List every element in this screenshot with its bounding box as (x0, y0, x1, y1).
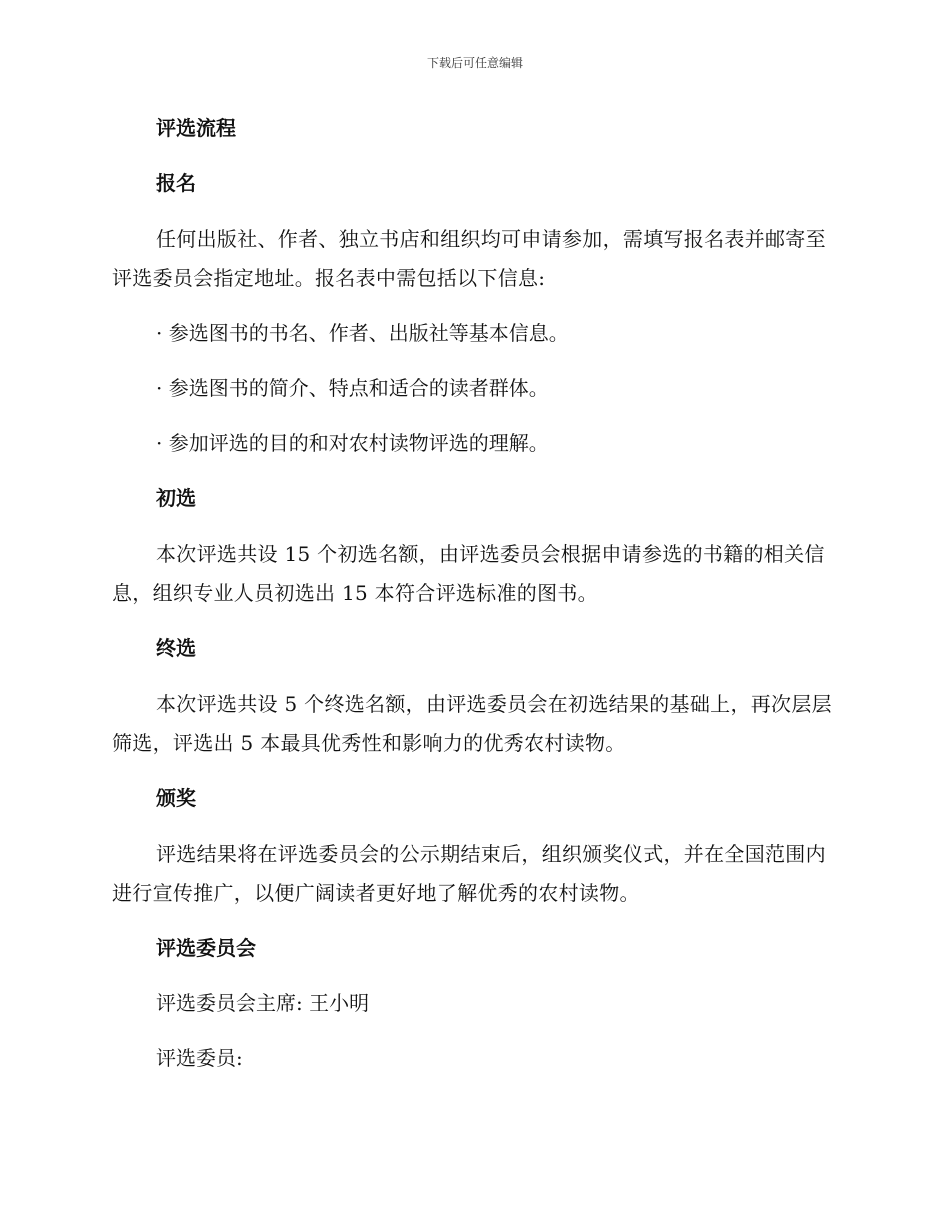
heading-preliminary: 初选 (156, 486, 196, 510)
paragraph-final: 本次评选共设 5 个终选名额，由评选委员会在初选结果的基础上，再次层层筛选，评选出 5 本最具优秀性和影响力的优秀农村读物。 (112, 692, 832, 755)
heading-award: 颁奖 (156, 786, 196, 810)
paragraph-signup: 任何出版社、作者、独立书店和组织均可申请参加，需填写报名表并邮寄至评选委员会指定地址。报名表中需包括以下信息: (112, 227, 826, 290)
page-header-note: 下载后可任意编辑 (426, 56, 523, 70)
paragraph-preliminary: 本次评选共设 15 个初选名额，由评选委员会根据申请参选的书籍的相关信息，组织专业人员初选出 15 本符合评选标准的图书。 (112, 542, 825, 605)
bullet-item: · 参选图书的书名、作者、出版社等基本信息。 (156, 321, 569, 345)
heading-signup: 报名 (156, 171, 196, 195)
paragraph-award: 评选结果将在评选委员会的公示期结束后，组织颁奖仪式，并在全国范围内进行宣传推广，以便广阔读者更好地了解优秀的农村读物。 (112, 842, 826, 905)
heading-process: 评选流程 (156, 116, 236, 140)
committee-members: 评选委员: (156, 1046, 243, 1070)
heading-committee: 评选委员会 (156, 936, 256, 960)
document-body (112, 110, 840, 1095)
bullet-item: · 参选图书的简介、特点和适合的读者群体。 (156, 376, 549, 400)
heading-final: 终选 (156, 636, 196, 660)
bullet-item: · 参加评选的目的和对农村读物评选的理解。 (156, 431, 549, 455)
committee-chair: 评选委员会主席: 王小明 (156, 991, 370, 1015)
